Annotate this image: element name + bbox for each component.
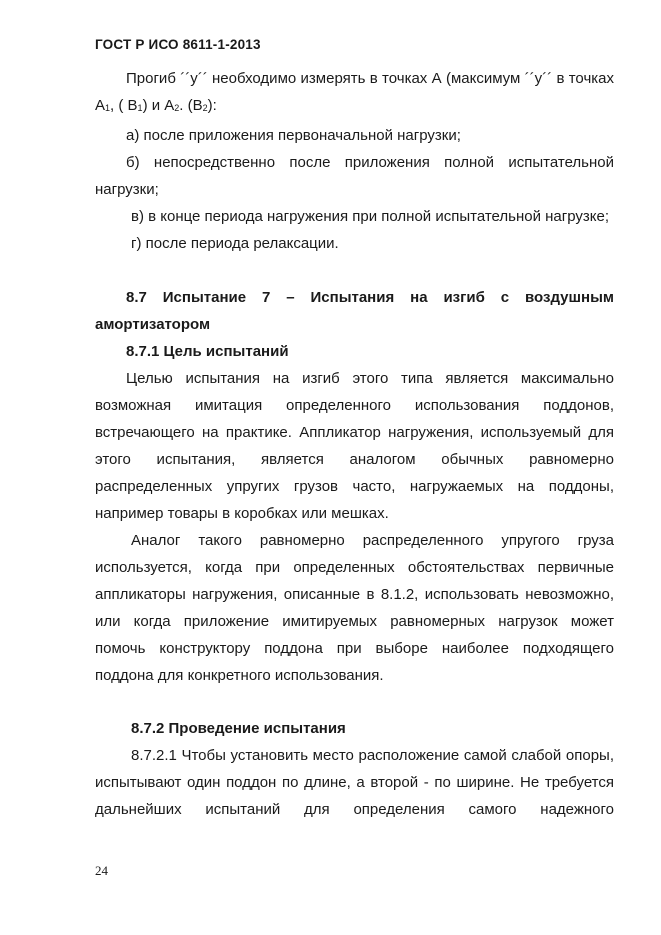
text-run: ) и А [142, 97, 175, 114]
list-item-c: в) в конце периода нагружения при полной испытательной нагрузке; [131, 208, 610, 225]
text-run: , ( В [110, 97, 138, 114]
paragraph-purpose: Целью испытания на изгиб этого типа является максимально возможная имитация определенного использования поддонов, встречающего на практике. Аппликатор нагружения, используемый для этого испытания, является аналогом обычных равномерно распределенных упругих грузов часто, нагружаемых на поддоны, например товары в коробках или мешках. [95, 370, 614, 522]
section-heading-8-7: 8.7 Испытание 7 – Испытания на изгиб с воздушным амортизатором [95, 289, 614, 333]
subscript: 1 [137, 103, 143, 113]
document-header: ГОСТ Р ИСО 8611-1-2013 [95, 37, 261, 52]
subscript: 2 [202, 103, 208, 113]
subscript: 1 [105, 103, 111, 113]
subscript: 2 [174, 103, 180, 113]
text-run: ): [207, 97, 217, 114]
text-run: Прогиб ´´y´´ необходимо измерять в точках А (максимум ´´y´´ в точках А [95, 70, 614, 114]
subsection-heading-8-7-1: 8.7.1 Цель испытаний [126, 343, 289, 360]
paragraph-8-7-2-1: 8.7.2.1 Чтобы установить место расположение самой слабой опоры, испытывают один поддон по длине, а второй - по ширине. Не требуется дальнейших испытаний для определения самого надежного [95, 747, 614, 818]
document-body [95, 65, 614, 823]
list-item-a: а) после приложения первоначальной нагрузки; [126, 127, 461, 144]
list-item-d: г) после периода релаксации. [131, 235, 339, 252]
subsection-heading-8-7-2: 8.7.2 Проведение испытания [131, 720, 346, 737]
page-number: 24 [95, 863, 108, 878]
text-run: . (В [179, 97, 203, 114]
paragraph-analog: Аналог такого равномерно распределенного упругого груза используется, когда при определенных обстоятельствах первичные аппликаторы нагружения, описанные в 8.1.2, использовать невозможно, или когда приложение имитируемых равномерных нагрузок может помочь конструктору поддона при выборе наиболее подходящего поддона для конкретного использования. [95, 532, 614, 684]
list-item-b: б) непосредственно после приложения полной испытательной нагрузки; [95, 154, 614, 198]
paragraph-deflection [95, 65, 614, 122]
